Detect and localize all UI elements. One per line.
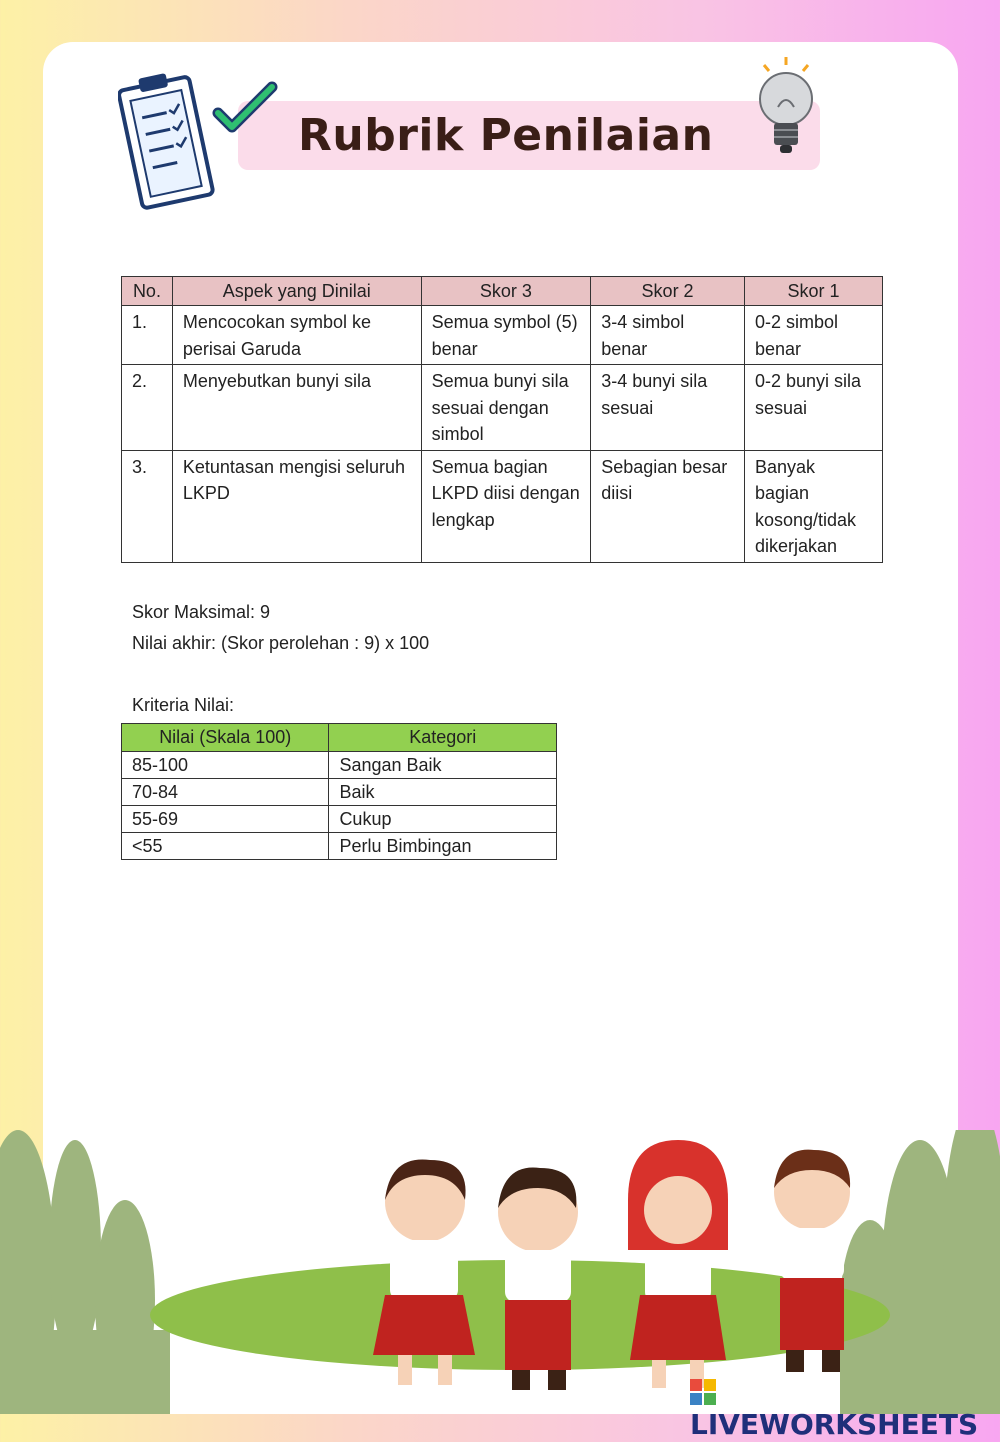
table-row <box>122 365 883 451</box>
score-range-cell: 85-100 <box>122 752 329 779</box>
table-row <box>122 752 557 779</box>
criteria-label: Kriteria Nilai: <box>132 695 235 715</box>
clipboard-checklist-icon <box>118 68 283 213</box>
category-cell: Perlu Bimbingan <box>329 833 557 860</box>
table-row <box>122 779 557 806</box>
liveworksheets-watermark <box>690 1374 1000 1441</box>
score-range-cell: 70-84 <box>122 779 329 806</box>
score-range-cell: <55 <box>122 833 329 860</box>
criteria-header-row <box>122 724 557 752</box>
aspect-cell: Menyebutkan bunyi sila <box>172 365 421 451</box>
aspect-cell: Ketuntasan mengisi seluruh LKPD <box>172 450 421 562</box>
header-category: Kategori <box>329 724 557 752</box>
liveworksheets-logo-icon <box>690 1379 716 1405</box>
bush-right <box>840 1130 1000 1414</box>
rubric-header-row <box>122 277 883 306</box>
score-2-cell: 3-4 simbol benar <box>591 306 745 365</box>
criteria-table <box>121 723 557 860</box>
rubric-table <box>121 276 883 563</box>
header-score-3: Skor 3 <box>421 277 591 306</box>
category-cell: Baik <box>329 779 557 806</box>
score-3-cell: Semua bunyi sila sesuai dengan simbol <box>421 365 591 451</box>
header-score-1: Skor 1 <box>744 277 882 306</box>
table-row <box>122 306 883 365</box>
max-score-text: Skor Maksimal: 9 <box>132 602 271 622</box>
score-1-cell: 0-2 simbol benar <box>744 306 882 365</box>
row-number: 2. <box>122 365 173 451</box>
final-score-formula: Nilai akhir: (Skor perolehan : 9) x 100 <box>132 633 430 653</box>
score-range-cell: 55-69 <box>122 806 329 833</box>
watermark-text: LIVEWORKSHEETS <box>690 1408 979 1441</box>
student-figure <box>498 1168 578 1391</box>
header-aspect: Aspek yang Dinilai <box>172 277 421 306</box>
table-row <box>122 450 883 562</box>
category-cell: Sangan Baik <box>329 752 557 779</box>
page-title: Rubrik Penilaian <box>298 110 714 161</box>
header-score-range: Nilai (Skala 100) <box>122 724 329 752</box>
score-2-cell: 3-4 bunyi sila sesuai <box>591 365 745 451</box>
table-row <box>122 806 557 833</box>
score-2-cell: Sebagian besar diisi <box>591 450 745 562</box>
bush-left <box>0 1130 170 1414</box>
lightbulb-icon <box>752 55 820 165</box>
header-score-2: Skor 2 <box>591 277 745 306</box>
table-row <box>122 833 557 860</box>
score-3-cell: Semua symbol (5) benar <box>421 306 591 365</box>
header-no: No. <box>122 277 173 306</box>
score-3-cell: Semua bagian LKPD diisi dengan lengkap <box>421 450 591 562</box>
category-cell: Cukup <box>329 806 557 833</box>
score-1-cell: Banyak bagian kosong/tidak dikerjakan <box>744 450 882 562</box>
student-figure <box>774 1150 850 1372</box>
row-number: 1. <box>122 306 173 365</box>
score-1-cell: 0-2 bunyi sila sesuai <box>744 365 882 451</box>
students-walking-illustration <box>0 1130 1000 1414</box>
row-number: 3. <box>122 450 173 562</box>
aspect-cell: Mencocokan symbol ke perisai Garuda <box>172 306 421 365</box>
